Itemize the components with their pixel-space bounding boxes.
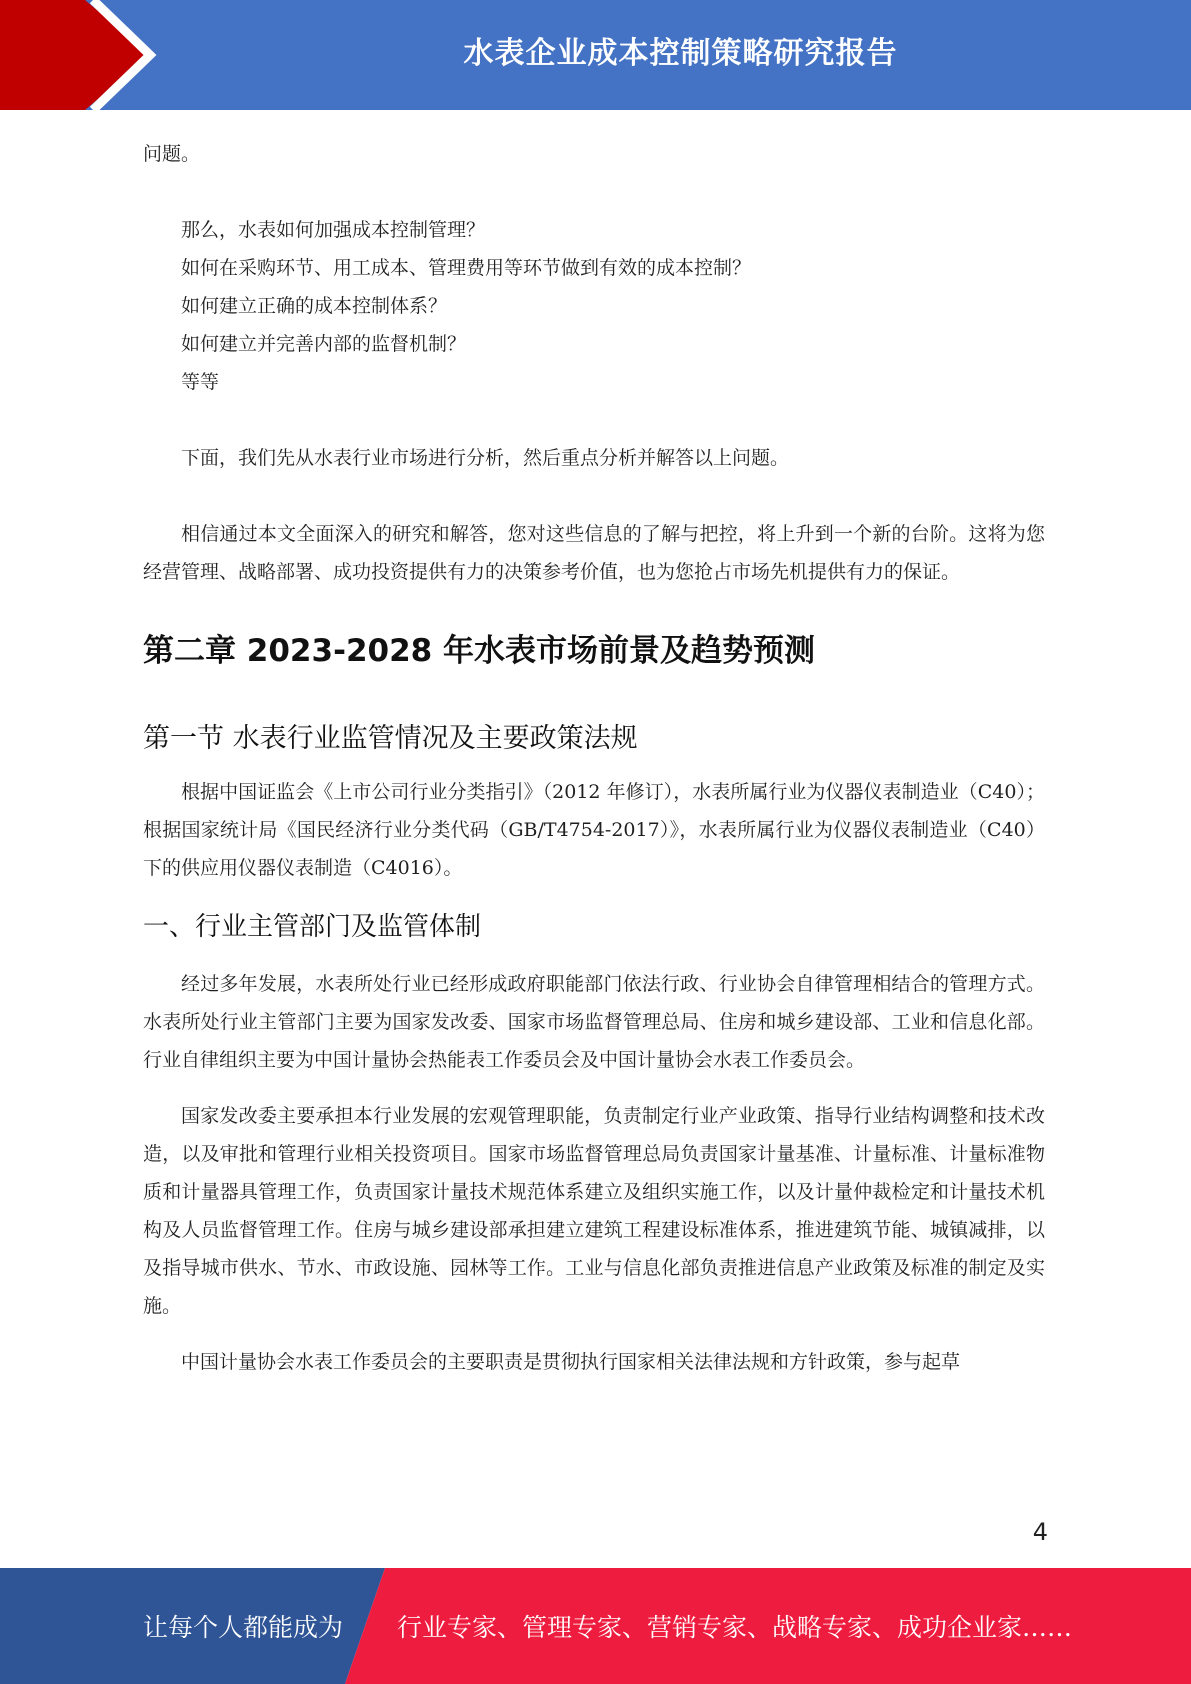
document-body bbox=[143, 135, 1045, 1381]
question-list bbox=[143, 211, 1045, 401]
body-paragraph: 中国计量协会水表工作委员会的主要职责是贯彻执行国家相关法律法规和方针政策，参与起草 bbox=[181, 1351, 961, 1373]
question-item: 那么，水表如何加强成本控制管理？ bbox=[181, 219, 486, 241]
section-paragraph: 根据中国证监会《上市公司行业分类指引》（2012 年修订），水表所属行业为仪器仪表制造业（C40）；根据国家统计局《国民经济行业分类代码（GB/T4754-2017）》，水表所属行业为仪器仪表制造业（C40）下的供应用仪器仪表制造（C4016）。 bbox=[143, 781, 1045, 879]
page-header bbox=[0, 0, 1191, 110]
report-title: 水表企业成本控制策略研究报告 bbox=[463, 36, 898, 71]
subsection-title: 一、行业主管部门及监管体制 bbox=[143, 912, 482, 942]
footer-slogan-right: 行业专家、管理专家、营销专家、战略专家、成功企业家…… bbox=[397, 1613, 1073, 1642]
page-number: 4 bbox=[1032, 1518, 1048, 1546]
question-item: 如何建立正确的成本控制体系？ bbox=[181, 295, 448, 317]
body-paragraph: 经过多年发展，水表所处行业已经形成政府职能部门依法行政、行业协会自律管理相结合的管理方式。水表所处行业主管部门主要为国家发改委、国家市场监督管理总局、住房和城乡建设部、工业和信息化部。行业自律组织主要为中国计量协会热能表工作委员会及中国计量协会水表工作委员会。 bbox=[143, 973, 1045, 1071]
belief-paragraph: 相信通过本文全面深入的研究和解答，您对这些信息的了解与把控，将上升到一个新的台阶。这将为您经营管理、战略部署、成功投资提供有力的决策参考价值，也为您抢占市场先机提供有力的保证。 bbox=[143, 523, 1045, 583]
question-item: 如何建立并完善内部的监督机制？ bbox=[181, 333, 467, 355]
intro-paragraph: 下面，我们先从水表行业市场进行分析，然后重点分析并解答以上问题。 bbox=[181, 447, 790, 469]
question-item: 等等 bbox=[181, 371, 220, 393]
chapter-title: 第二章 2023-2028 年水表市场前景及趋势预测 bbox=[143, 633, 816, 669]
page-footer bbox=[0, 1568, 1191, 1684]
section-title: 第一节 水表行业监管情况及主要政策法规 bbox=[143, 723, 638, 754]
footer-slogan-left: 让每个人都能成为 bbox=[143, 1613, 344, 1642]
lead-text: 问题。 bbox=[143, 143, 201, 165]
question-item: 如何在采购环节、用工成本、管理费用等环节做到有效的成本控制？ bbox=[181, 257, 752, 279]
body-paragraph: 国家发改委主要承担本行业发展的宏观管理职能，负责制定行业产业政策、指导行业结构调整和技术改造，以及审批和管理行业相关投资项目。国家市场监督管理总局负责国家计量基准、计量标准、计量标准物质和计量器具管理工作，负责国家计量技术规范体系建立及组织实施工作，以及计量仲裁检定和计量技术机构及人员监督管理工作。住房与城乡建设部承担建立建筑工程建设标准体系，推进建筑节能、城镇减排，以及指导城市供水、节水、市政设施、园林等工作。工业与信息化部负责推进信息产业政策及标准的制定及实施。 bbox=[143, 1105, 1045, 1317]
